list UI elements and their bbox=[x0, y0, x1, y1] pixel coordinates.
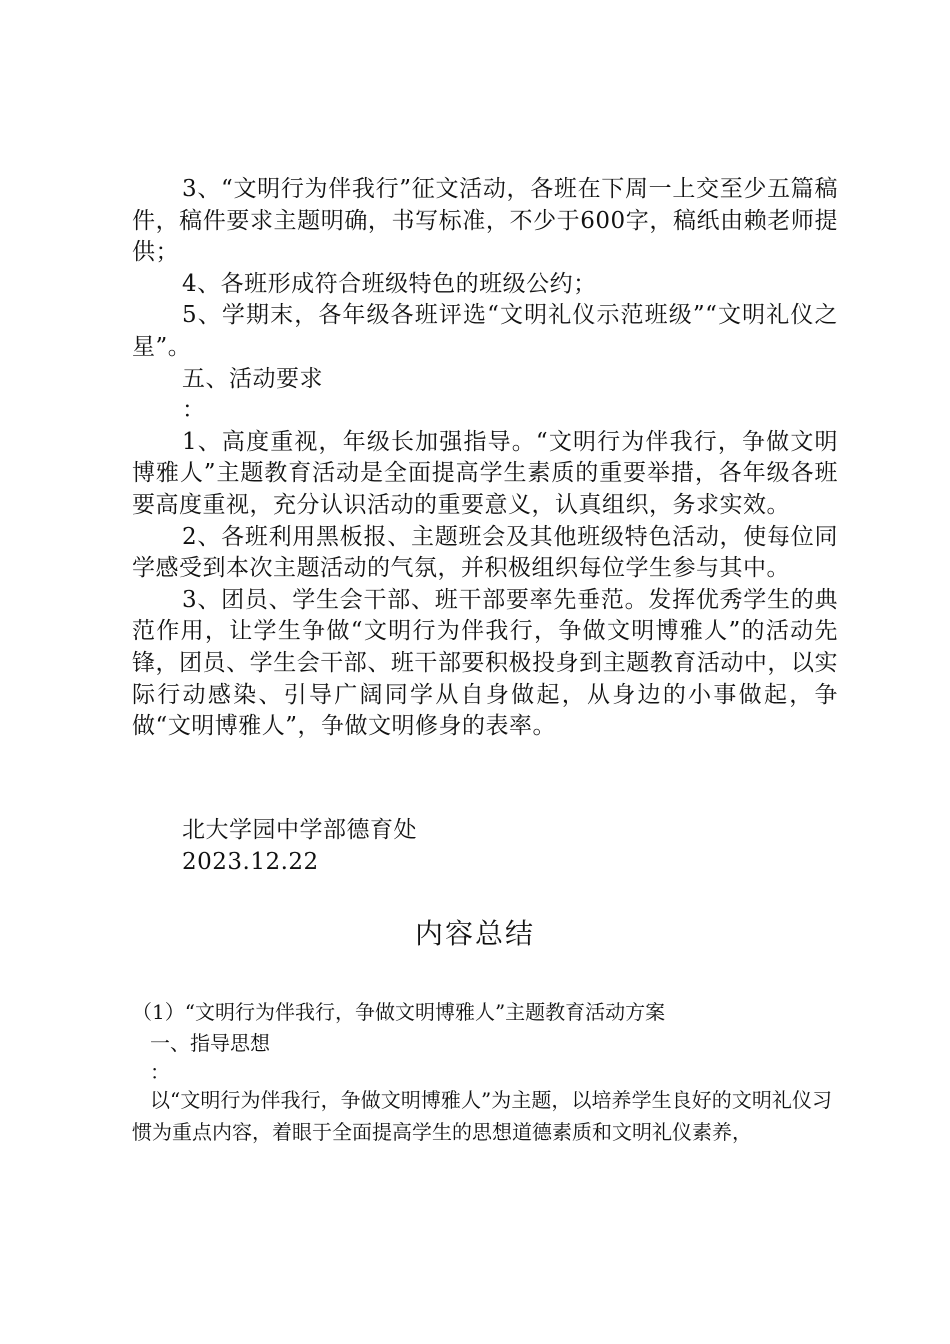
summary-colon: ： bbox=[150, 1060, 170, 1084]
summary-sub-heading: 一、指导思想 bbox=[150, 1031, 270, 1055]
colon-line: ： bbox=[182, 397, 206, 424]
paragraph-essay-activity: 3、“文明行为伴我行”征文活动，各班在下周一上交至少五篇稿件，稿件要求主题明确，书写标准，不少于600字，稿纸由赖老师提供； bbox=[132, 176, 838, 266]
paragraph-role-models: 3、团员、学生会干部、班干部要率先垂范。发挥优秀学生的典范作用，让学生争做“文明行为伴我行，争做文明博雅人”的活动先锋，团员、学生会干部、班干部要积极投身到主题教育活动中，以实际行动感染、引导广阔同学从自身做起，从身边的小事做起，争做“文明博雅人”，争做文明修身的表率。 bbox=[132, 586, 838, 740]
paragraph-class-activities: 2、各班利用黑板报、主题班会及其他班级特色活动，使每位同学感受到本次主题活动的气氛，并积极组织每位学生参与其中。 bbox=[132, 523, 838, 582]
main-text bbox=[132, 174, 838, 743]
summary-heading: （1）“文明行为伴我行，争做文明博雅人”主题教育活动方案 bbox=[132, 1000, 666, 1024]
summary-title: 内容总结 bbox=[414, 917, 535, 950]
paragraph-semester-selection: 5、学期末，各年级各班评选“文明礼仪示范班级”“文明礼仪之星”。 bbox=[132, 302, 838, 360]
section-heading-requirements: 五、活动要求 bbox=[182, 365, 323, 392]
paragraph-class-convention: 4、各班形成符合班级特色的班级公约； bbox=[182, 270, 597, 297]
signature-org: 北大学园中学部德育处 bbox=[182, 817, 417, 843]
signature-date: 2023.12.22 bbox=[182, 849, 319, 875]
paragraph-attention: 1、高度重视，年级长加强指导。“文明行为伴我行，争做文明博雅人”主题教育活动是全面提高学生素质的重要举措，各年级各班要高度重视，充分认识活动的重要意义，认真组织，务求实效。 bbox=[132, 428, 838, 518]
summary-body: 以“文明行为伴我行，争做文明博雅人”为主题，以培养学生良好的文明礼仪习惯为重点内容，着眼于全面提高学生的思想道德素质和文明礼仪素养， bbox=[132, 1088, 832, 1144]
